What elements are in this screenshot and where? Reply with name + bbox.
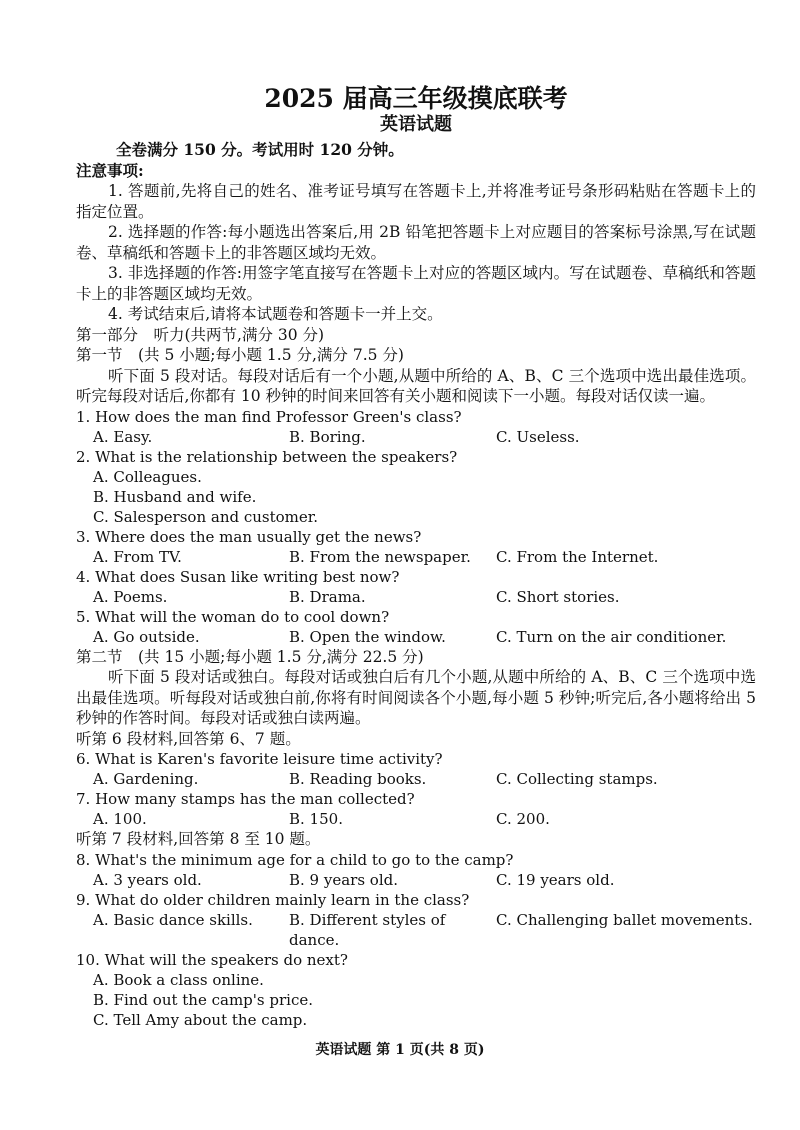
- subject-title: 英语试题: [380, 114, 452, 135]
- question-stem: 10. What will the speakers do next?: [76, 950, 348, 969]
- question-stem: 4. What does Susan like writing best now?: [76, 567, 400, 586]
- option-a: A. Poems.: [93, 587, 168, 606]
- options-row: [76, 627, 756, 647]
- option-c: C. 19 years old.: [496, 870, 615, 889]
- option-c: C. Challenging ballet movements.: [496, 910, 753, 929]
- option-b: B. Drama.: [289, 587, 366, 606]
- option-b: B. 150.: [289, 810, 343, 828]
- question-stem: 1. How does the man find Professor Green's class?: [76, 407, 462, 426]
- section1-instruction: 听下面 5 段对话。每段对话后有一个小题,从题中所给的 A、B、C 三个选项中选出最佳选项。听完每段对话后,你都有 10 秒钟的时间来回答有关小题和阅读下一小题。每段对话仅读一遍。: [76, 366, 756, 405]
- options-row: [76, 427, 756, 447]
- part1-heading: 第一部分 听力(共两节,满分 30 分): [76, 325, 325, 344]
- option-b: B. From the newspaper.: [289, 547, 471, 566]
- options-row: [76, 769, 756, 789]
- option-b: B. Boring.: [289, 427, 366, 446]
- section2-heading: 第二节 (共 15 小题;每小题 1.5 分,满分 22.5 分): [76, 647, 424, 666]
- material-label: 听第 6 段材料,回答第 6、7 题。: [76, 729, 301, 748]
- option-a: A. Go outside.: [93, 627, 200, 646]
- option-c: C. Salesperson and customer.: [93, 507, 319, 526]
- options-row: [76, 809, 756, 829]
- question-stem: 8. What's the minimum age for a child to go to the camp?: [76, 850, 514, 869]
- option-a: A. Gardening.: [93, 770, 199, 788]
- option-b: B. Husband and wife.: [93, 487, 257, 506]
- options-row: [76, 587, 756, 607]
- material-label: 听第 7 段材料,回答第 8 至 10 题。: [76, 830, 321, 848]
- option-c: C. From the Internet.: [496, 547, 659, 566]
- option-c: C. Collecting stamps.: [496, 770, 658, 788]
- question-stem: 2. What is the relationship between the speakers?: [76, 447, 458, 466]
- question-stem: 6. What is Karen's favorite leisure time activity?: [76, 750, 443, 768]
- section2-instruction: 听下面 5 段对话或独白。每段对话或独白后有几个小题,从题中所给的 A、B、C 三个选项中选出最佳选项。听每段对话或独白前,你将有时间阅读各个小题,每小题 5 秒钟;听完后,各小题将给出 5 秒钟的作答时间。每段对话或独白读两遍。: [76, 668, 756, 727]
- option-c: C. Turn on the air conditioner.: [496, 627, 727, 646]
- section1-heading: 第一节 (共 5 小题;每小题 1.5 分,满分 7.5 分): [76, 346, 404, 364]
- option-c: C. 200.: [496, 810, 550, 828]
- option-a: A. Easy.: [93, 427, 153, 446]
- option-b: B. 9 years old.: [289, 870, 398, 889]
- option-a: A. 3 years old.: [93, 870, 202, 889]
- option-a: A. 100.: [93, 810, 147, 828]
- option-c: C. Useless.: [496, 427, 580, 446]
- question-stem: 5. What will the woman do to cool down?: [76, 607, 390, 626]
- option-a: A. From TV.: [93, 547, 182, 566]
- question-stem: 3. Where does the man usually get the news?: [76, 527, 422, 546]
- option-b: B. Different styles of dance.: [289, 910, 446, 949]
- options-row: [76, 910, 756, 950]
- note-item: 3. 非选择题的作答:用签字笔直接写在答题卡上对应的答题区域内。写在试题卷、草稿纸和答题卡上的非答题区域均无效。: [76, 264, 756, 303]
- option-c: C. Tell Amy about the camp.: [93, 1010, 308, 1029]
- option-a: A. Colleagues.: [93, 467, 202, 486]
- page-footer: 英语试题 第 1 页(共 8 页): [315, 1042, 485, 1058]
- note-item: 1. 答题前,先将自己的姓名、准考证号填写在答题卡上,并将准考证号条形码粘贴在答题卡上的指定位置。: [76, 182, 756, 221]
- exam-info: 全卷满分 150 分。考试用时 120 分钟。: [116, 140, 404, 159]
- option-b: B. Find out the camp's price.: [93, 990, 313, 1009]
- page-title: 2025 届高三年级摸底联考: [264, 84, 568, 113]
- options-row: [76, 870, 756, 890]
- question-stem: 9. What do older children mainly learn in the class?: [76, 890, 470, 909]
- note-item: 2. 选择题的作答:每小题选出答案后,用 2B 铅笔把答题卡上对应题目的答案标号涂黑,写在试题卷、草稿纸和答题卡上的非答题区域均无效。: [76, 223, 756, 262]
- option-b: B. Reading books.: [289, 770, 427, 788]
- option-b: B. Open the window.: [289, 627, 446, 646]
- option-a: A. Basic dance skills.: [93, 910, 253, 929]
- option-a: A. Book a class online.: [93, 970, 264, 989]
- note-item: 4. 考试结束后,请将本试题卷和答题卡一并上交。: [108, 305, 443, 323]
- options-row: [76, 547, 756, 567]
- option-c: C. Short stories.: [496, 587, 620, 606]
- question-stem: 7. How many stamps has the man collected?: [76, 790, 415, 808]
- notes-heading: 注意事项:: [76, 161, 144, 180]
